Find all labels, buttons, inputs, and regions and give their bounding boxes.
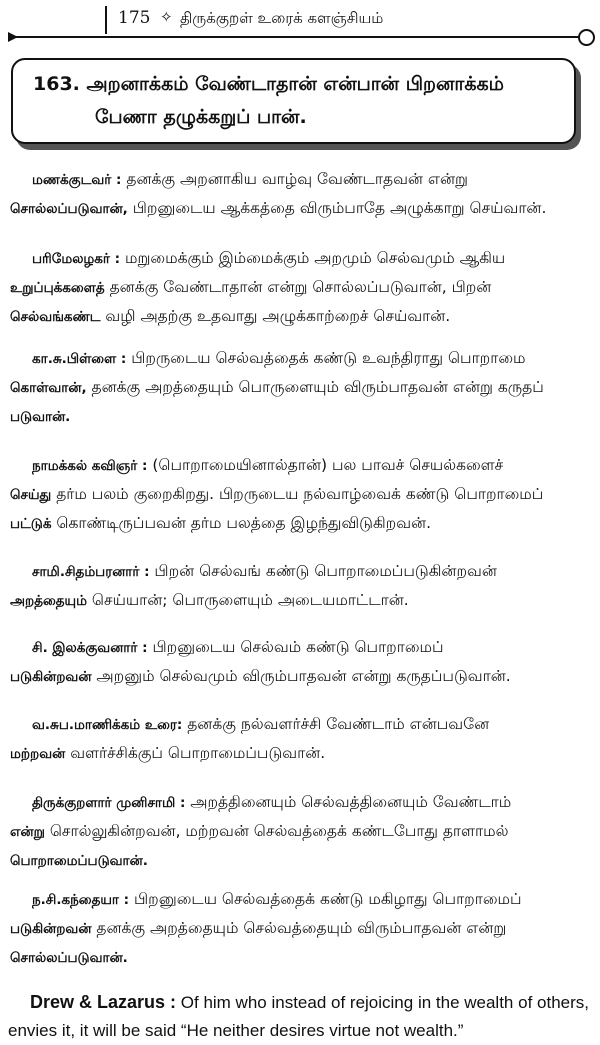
commentary-lead: செய்து — [10, 487, 52, 503]
translation-text-2: envies it, it will be said “He neither desires virtue not wealth.” — [8, 1021, 464, 1040]
commentator-name: ந.சி.கந்தையா : — [32, 892, 130, 908]
commentary-text: பிறனுடைய ஆக்கத்தை விரும்பாதே அழுக்காறு செய்வான். — [127, 199, 547, 217]
commentary-entry — [10, 788, 592, 875]
commentary-text: அறனும் செல்வமும் விரும்பாதவன் என்று கருதப்படுவான். — [91, 667, 511, 685]
commentator-name: திருக்குறளார் முனிசாமி : — [32, 795, 186, 811]
commentary-lead: என்று — [10, 824, 45, 840]
commentary-text: பிறனுடைய செல்வத்தைக் கண்டு மகிழாது பொறாமைப் — [129, 890, 522, 908]
english-translation — [8, 988, 595, 1045]
kural-number: 163. — [33, 73, 80, 95]
commentary-lead: சொல்லப்படுவான், — [10, 201, 128, 217]
commentary-lead: செல்வங்கண்ட — [10, 309, 101, 325]
commentator-name: சி. இலக்குவனார் : — [32, 640, 148, 656]
commentary-text: தனக்கு நல்வளர்ச்சி வேண்டாம் என்பவனே — [182, 715, 490, 733]
commentator-name: வ.சுப.மாணிக்கம் உரை: — [32, 717, 183, 733]
header-divider — [105, 6, 107, 34]
commentary-text: (பொறாமையினால்தான்) பல பாவச் செயல்களைச் — [147, 456, 504, 474]
header-ornament-circle — [578, 29, 595, 46]
commentator-name: நாமக்கல் கவிஞர் : — [32, 458, 148, 474]
commentary-text: வளர்ச்சிக்குப் பொறாமைப்படுவான். — [65, 744, 326, 762]
page-number: 175 — [118, 8, 151, 28]
commentary-text: மறுமைக்கும் இம்மைக்கும் அறமும் செல்வமும் ஆகிய — [120, 249, 506, 267]
commentary-entry — [10, 344, 592, 431]
commentary-text: தனக்கு அறத்தையும் பொருளையும் விரும்பாதவன் என்று கருதப் — [86, 378, 544, 396]
commentary-lead: அறத்தையும் — [10, 593, 87, 609]
commentary-entry — [10, 451, 592, 538]
commentary-lead: பட்டுக் — [10, 516, 52, 532]
commentary-lead: கொள்வான், — [10, 380, 87, 396]
commentary-lead: படுகின்றவன் — [10, 921, 92, 937]
kural-line-1 — [33, 73, 504, 98]
kural-line-2: பேணா தழுக்கறுப் பான். — [95, 106, 307, 128]
commentary-text: பிறனுடைய செல்வம் கண்டு பொறாமைப் — [147, 638, 444, 656]
header-rule — [16, 36, 586, 38]
commentator-name: பரிமேலழகர் : — [32, 251, 121, 267]
commentary-entry — [10, 165, 592, 223]
translator-name: Drew & Lazarus : — [30, 992, 177, 1012]
commentary-text: வழி அதற்கு உதவாது அழுக்காற்றைச் செய்வான். — [100, 307, 451, 325]
kural-text-1: அறனாக்கம் வேண்டாதான் என்பான் பிறனாக்கம் — [86, 73, 504, 95]
book-title: திருக்குறள் உரைக் களஞ்சியம் — [180, 9, 384, 27]
commentary-text: தனக்கு வேண்டாதான் என்று சொல்லப்படுவான், பிறன் — [104, 278, 492, 296]
commentator-name: சாமி.சிதம்பரனார் : — [32, 564, 150, 580]
commentator-name: மணக்குடவர் : — [32, 172, 122, 188]
commentary-text: செய்யான்; பொருளையும் அடையமாட்டான். — [87, 591, 409, 609]
commentary-lead: படுவான். — [10, 409, 71, 425]
commentary-lead: உறுப்புக்களைத் — [10, 280, 105, 296]
commentary-text: பிறன் செல்வங் கண்டு பொறாமைப்படுகின்றவன் — [149, 562, 497, 580]
commentary-entry — [10, 885, 592, 972]
commentary-entry — [10, 710, 592, 768]
commentary-entry — [10, 633, 592, 691]
header-separator: ✧ — [160, 8, 173, 26]
commentary-lead: மற்றவன் — [10, 746, 66, 762]
commentary-text: தர்ம பலம் குறைகிறது. பிறருடைய நல்வாழ்வைக் கண்டு பொறாமைப் — [51, 485, 544, 503]
commentary-text: கொண்டிருப்பவன் தர்ம பலத்தை இழந்துவிடுகிறவன். — [51, 514, 431, 532]
commentator-name: கா.சு.பிள்ளை : — [32, 351, 127, 367]
commentary-entry — [10, 557, 592, 615]
page-header — [8, 6, 590, 36]
commentary-lead: சொல்லப்படுவான். — [10, 950, 128, 966]
commentary-text: சொல்லுகின்றவன், மற்றவன் செல்வத்தைக் கண்டபோது தாளாமல் — [44, 822, 509, 840]
commentary-text: தனக்கு அறத்தையும் செல்வத்தையும் விரும்பாதவன் என்று — [91, 919, 507, 937]
commentary-entry — [10, 244, 592, 331]
translation-text-1: Of him who instead of rejoicing in the wealth of others, — [176, 993, 589, 1012]
kural-verse-box — [11, 58, 576, 144]
commentary-lead: பொறாமைப்படுவான். — [10, 853, 148, 869]
commentary-lead: படுகின்றவன் — [10, 669, 92, 685]
commentary-text: அறத்தினையும் செல்வத்தினையும் வேண்டாம் — [185, 793, 512, 811]
commentary-text: பிறருடைய செல்வத்தைக் கண்டு உவந்திராது பொறாமை — [126, 349, 526, 367]
commentary-text: தனக்கு அறனாகிய வாழ்வு வேண்டாதவன் என்று — [121, 170, 468, 188]
